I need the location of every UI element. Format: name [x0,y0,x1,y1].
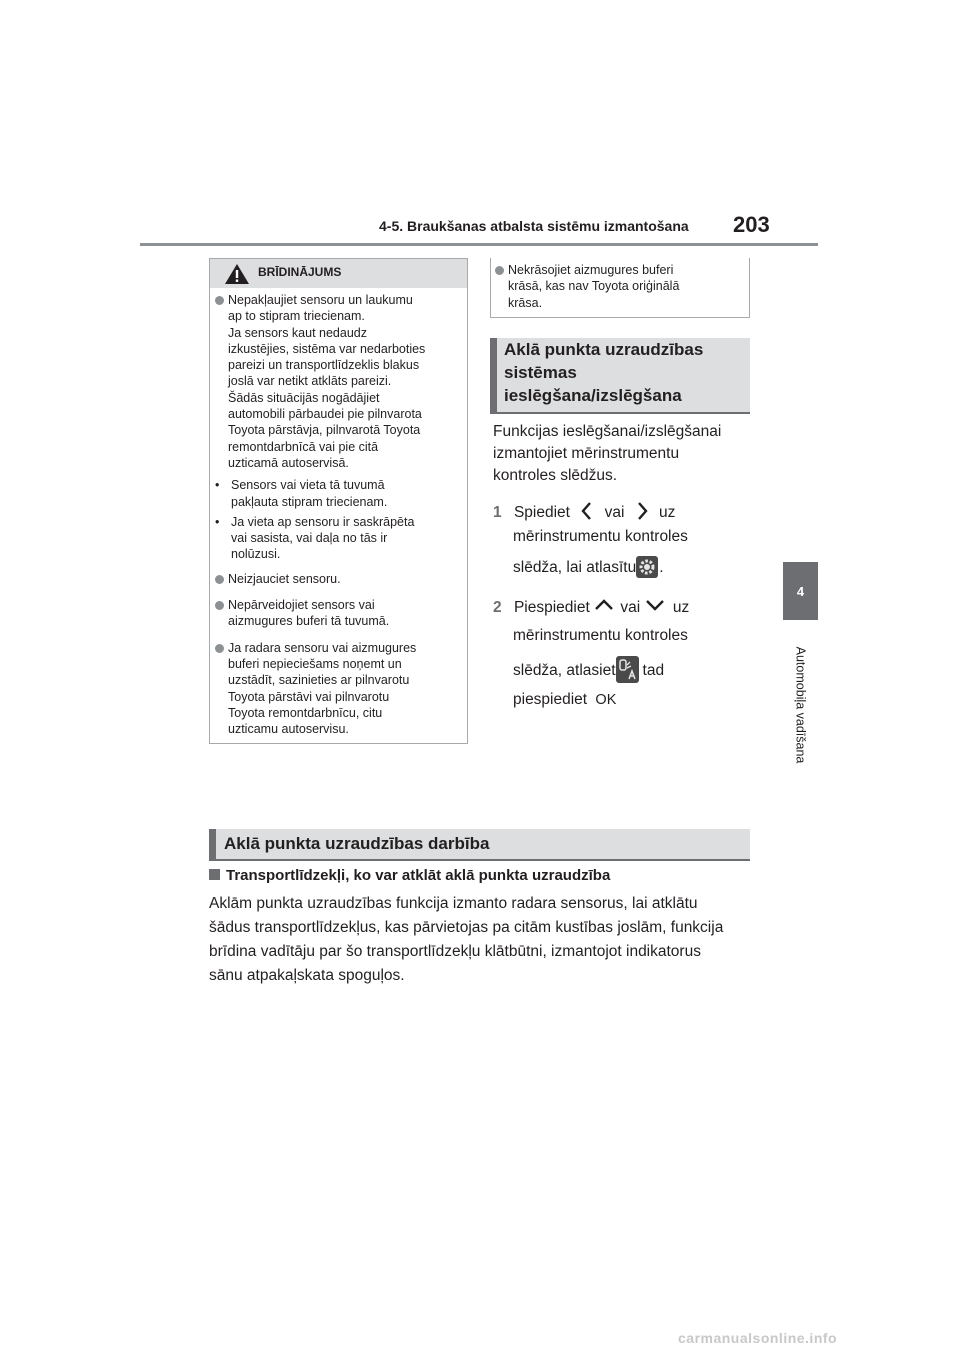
sub-bullet-icon: • [215,514,220,529]
warning-item-text: Nepakļaujiet sensoru un laukumu ap to stipram triecienam. Ja sensors kaut nedaudz izkustējies, sistēma var nedarboties pareizi un transportlīdzeklis blakus joslā var netikt atklāts pareizi. Šādās situācijās nogādājiet automobili pārbaudei pie pilnvarota Toyota pārstāvja, pilnvarotā Toyota remontdarbnīcā vai pie citā uzticamā autoservisā. [228,293,426,470]
intro-line: Funkcijas ieslēgšanai/izslēgšanai [493,423,722,440]
bullet-icon [215,644,224,653]
settings-gear-icon [636,556,658,578]
warning-item [215,571,462,587]
square-bullet-icon [209,869,220,880]
watermark: carmanualsonline.info [678,1330,838,1346]
chapter-tab-number: 4 [796,583,805,599]
warning-triangle-icon [224,263,250,285]
chevron-down-icon [645,598,665,612]
step-2-line3 [513,656,664,683]
warning-subitem [215,514,462,563]
step-2-line4 [513,691,616,709]
step-text: uz [659,504,676,521]
ok-button-label: OK [595,692,617,708]
warning-title: BRĪDINĀJUMS [258,265,342,279]
step-text: tad [642,662,665,679]
step-1 [493,500,675,522]
step-2 [493,598,689,617]
chapter-tab-label-text: Automobiļa vadīšana [793,646,807,763]
note-text: Nekrāsojiet aizmugures buferi krāsā, kas nav Toyota oriģinālā krāsa. [508,263,680,310]
chevron-left-icon [580,500,594,522]
intro-line: izmantojiet mērinstrumentu [493,445,680,462]
warning-item [215,292,462,471]
paragraph-line: brīdina vadītāju par šo transportlīdzekļu klātbūtni, izmantojot indikatorus [209,943,701,960]
bullet-icon [215,601,224,610]
body-paragraph [209,892,750,988]
subsection-heading [209,867,610,884]
warning-item-text: Nepārveidojiet sensors vai aizmugures buferi tā tuvumā. [228,598,390,629]
step-text: slēdža, lai atlasītu [513,559,637,576]
paragraph-line: sānu atpakaļskata spoguļos. [209,967,405,984]
step-text: vai [620,599,641,616]
paragraph-line: šādus transportlīdzekļus, kas pārvietojas pa citām kustības joslām, funkcija [209,919,724,936]
step-number: 2 [493,599,502,616]
chapter-title: 4-5. Braukšanas atbalsta sistēmu izmantošana [379,218,689,234]
warning-subitem [215,477,462,510]
step-text: Spiediet [513,504,570,521]
intro-paragraph [493,421,749,487]
section-heading-line: ieslēgšana/izslēgšana [504,386,682,405]
section-heading [504,338,703,407]
warning-item-text: Neizjauciet sensoru. [228,571,341,586]
step-text: vai [604,504,625,521]
step-number: 1 [493,504,502,521]
note-item [495,262,753,311]
blind-spot-monitor-icon [616,656,639,683]
sub-bullet-icon: • [215,478,220,493]
bullet-icon [495,266,504,275]
step-text: piespiediet [513,691,588,708]
step-text: . [659,559,664,576]
warning-content [215,292,462,747]
subsection-heading-text: Transportlīdzekļi, ko var atklāt aklā punkta uzraudzība [226,867,611,884]
step-1-line3 [513,556,664,578]
section-heading-line: Aklā punkta uzraudzības [504,340,704,359]
bullet-icon [215,575,224,584]
step-text: mērinstrumentu kontroles [513,627,688,644]
step-text: slēdža, atlasiet [513,662,616,679]
warning-item [215,640,462,738]
bullet-icon [215,296,224,305]
section-heading-line: sistēmas [504,363,577,382]
chapter-tab-label [785,632,815,777]
chevron-right-icon [635,500,649,522]
chapter-tab [783,562,818,620]
warning-item-text: Ja radara sensoru vai aizmugures buferi nepieciešams noņemt un uzstādīt, sazinieties ar pilnvarotu Toyota pārstāvi vai pilnvarotu Toyota remontdarbnīcu, citu uzticamu autoservisu. [228,640,417,737]
warning-subitem-text: Ja vieta ap sensoru ir saskrāpēta vai sasista, vai daļa no tās ir nolūzusi. [231,514,415,562]
warning-subitem-text: Sensors vai vieta tā tuvumā pakļauta stipram triecienam. [231,478,388,509]
paragraph-line: Aklām punkta uzraudzības funkcija izmanto radara sensorus, lai atklātu [209,895,698,912]
step-text: uz [672,599,690,616]
step-text: Piespiediet [513,599,590,616]
page-number: 203 [733,212,770,237]
header-rule [140,243,818,246]
chevron-up-icon [594,598,614,612]
section-heading: Aklā punkta uzraudzības darbība [224,834,490,853]
intro-line: kontroles slēdžus. [493,467,618,484]
warning-item [215,597,462,630]
step-text: mērinstrumentu kontroles [513,528,688,545]
